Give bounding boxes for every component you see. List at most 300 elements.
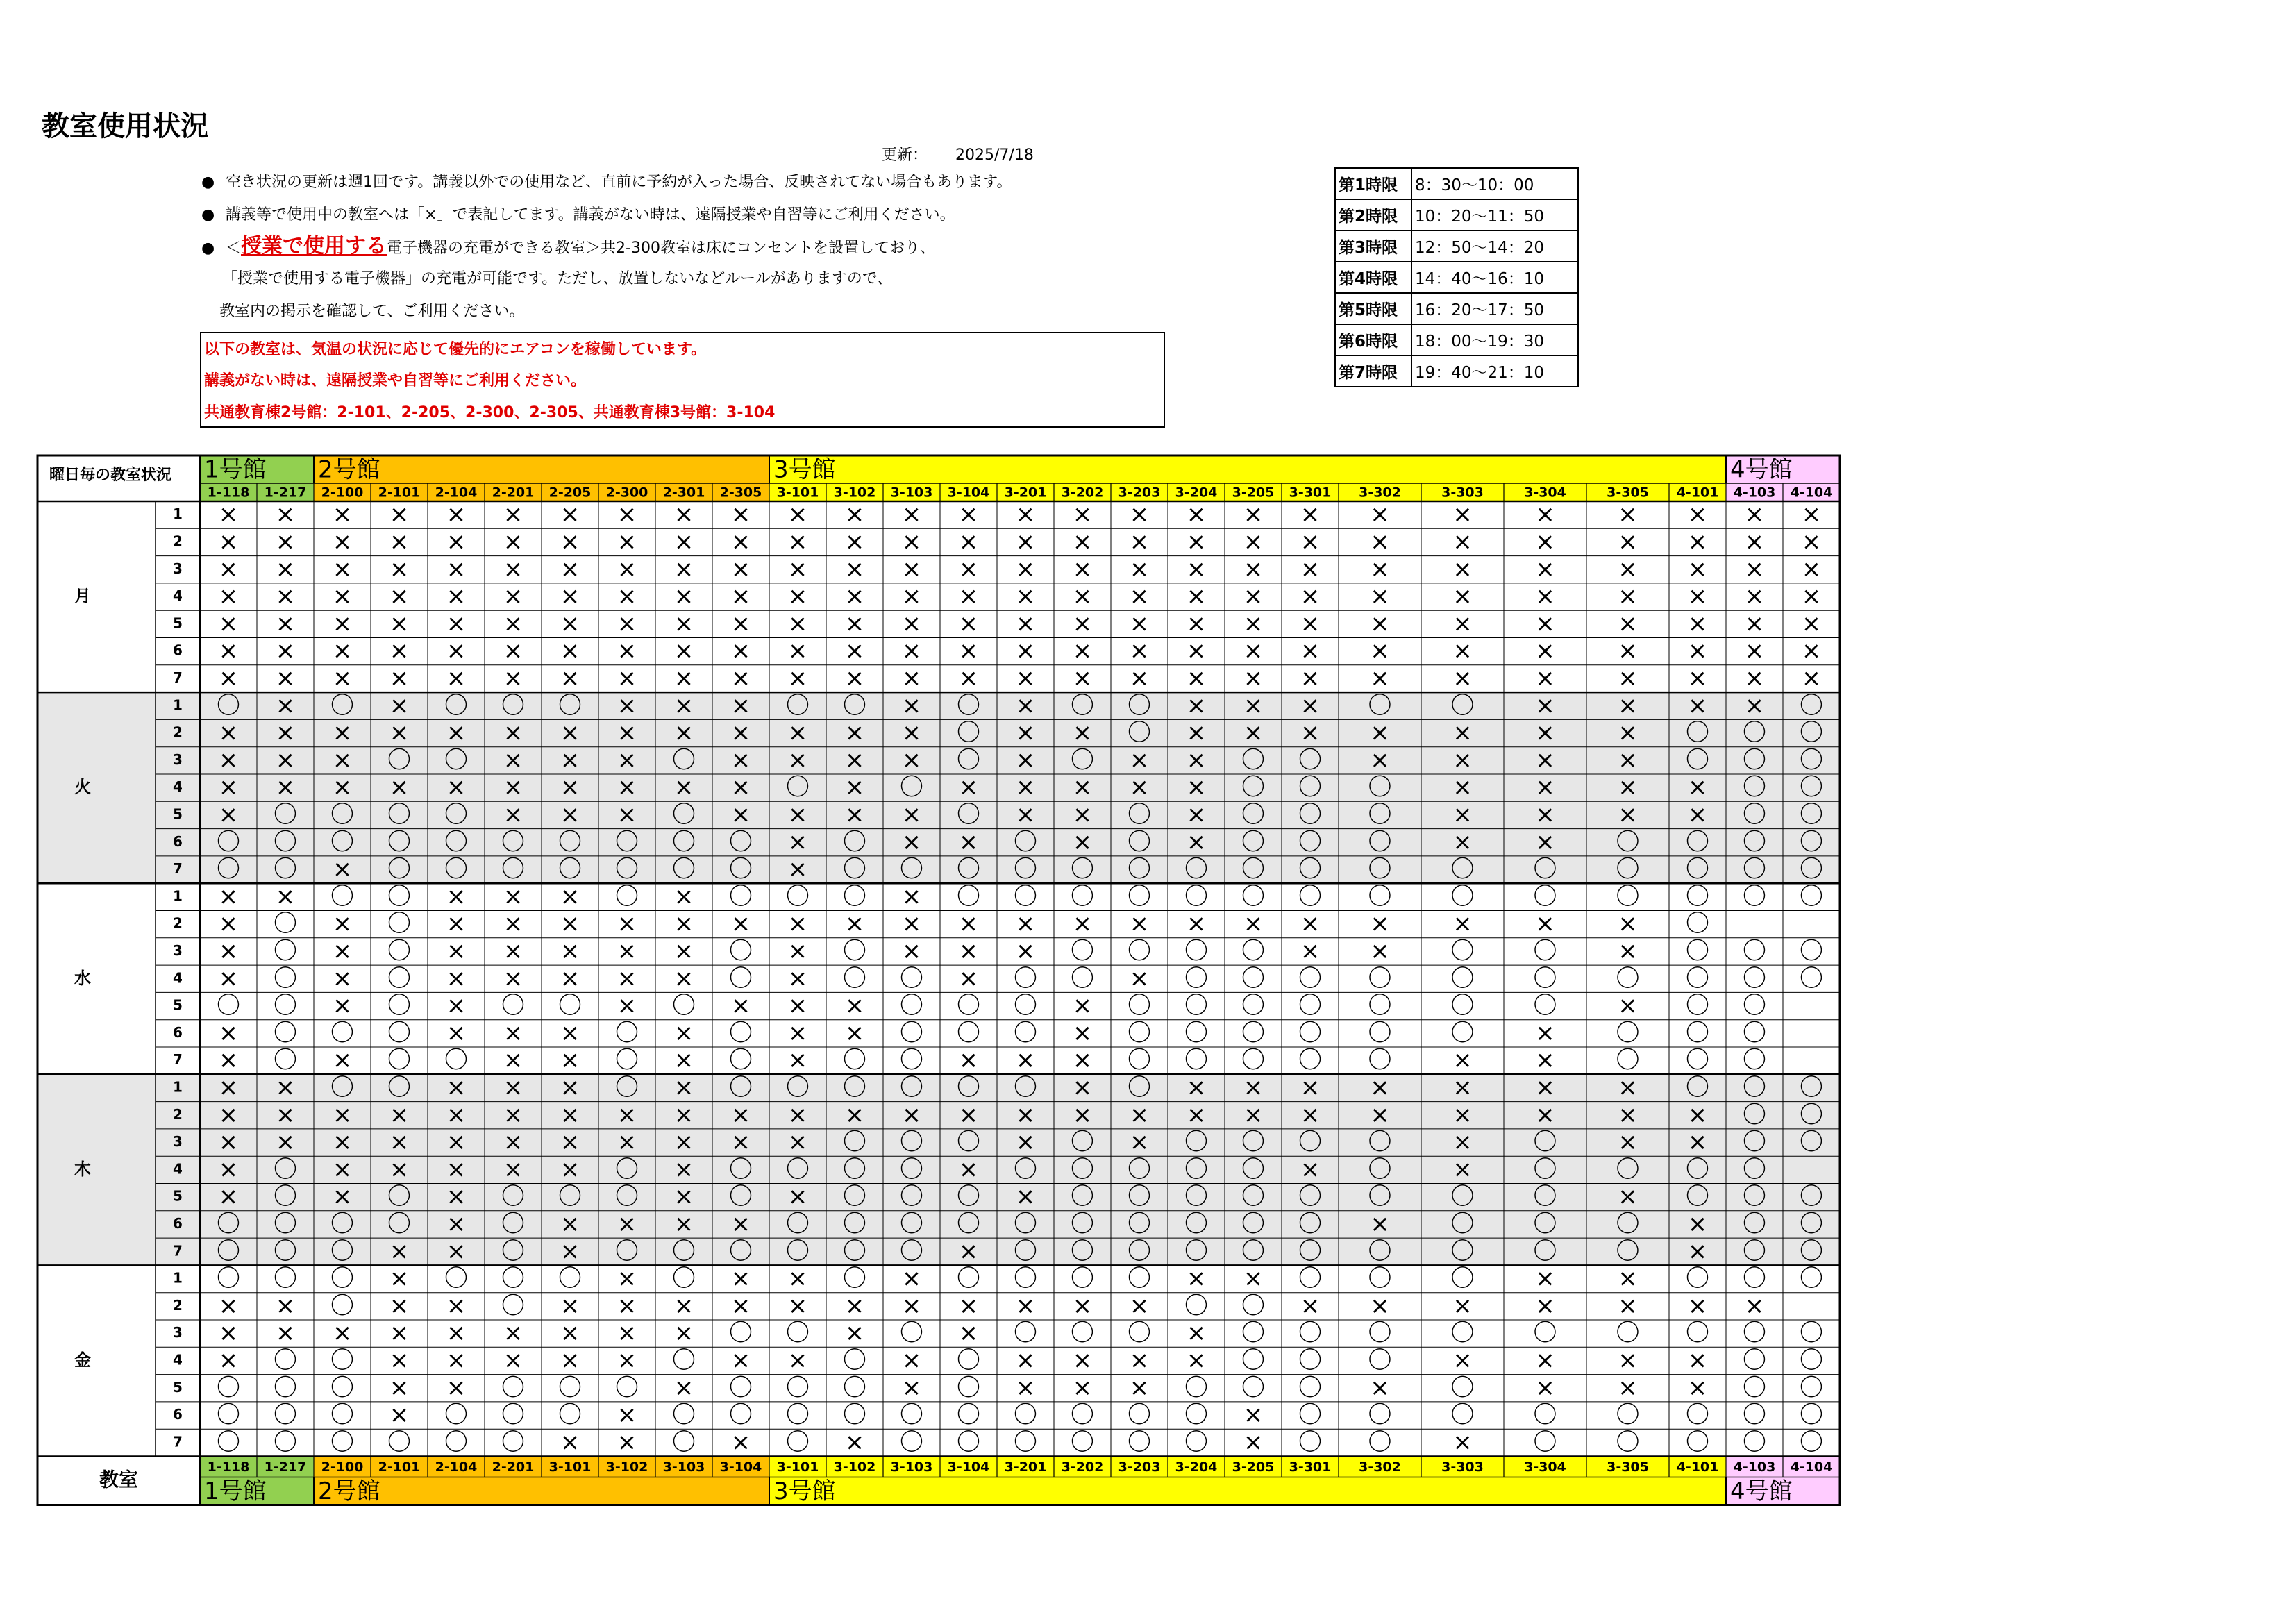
- occupied-mark: ×: [730, 773, 751, 802]
- occupied-mark: ×: [1243, 719, 1264, 747]
- day-label: 月: [74, 586, 91, 606]
- occupied-mark: ×: [503, 1046, 523, 1075]
- available-mark: 〇: [1128, 1073, 1151, 1102]
- occupied-mark: ×: [389, 1128, 410, 1157]
- room-footer-label: 3-202: [1061, 1459, 1104, 1475]
- room-header-label: 3-304: [1524, 485, 1566, 501]
- occupied-mark: ×: [1370, 501, 1390, 529]
- occupied-mark: ×: [1129, 555, 1150, 583]
- occupied-mark: ×: [1801, 528, 1822, 556]
- room-footer-label: 4-103: [1733, 1459, 1776, 1475]
- occupied-mark: ×: [275, 1128, 296, 1157]
- occupied-mark: ×: [730, 1128, 751, 1157]
- available-mark: 〇: [900, 1073, 923, 1102]
- occupied-mark: ×: [901, 501, 922, 529]
- period-number: 7: [173, 1433, 183, 1450]
- occupied-mark: ×: [560, 528, 580, 556]
- occupied-mark: ×: [1801, 610, 1822, 638]
- available-mark: 〇: [1743, 1100, 1766, 1129]
- occupied-mark: ×: [1687, 555, 1708, 583]
- available-mark: 〇: [1616, 1046, 1640, 1075]
- occupied-mark: ×: [1300, 719, 1321, 747]
- room-footer-label: 3-103: [662, 1459, 705, 1475]
- room-header-label: 3-205: [1232, 485, 1275, 501]
- room-header-label: 3-104: [947, 485, 990, 501]
- available-mark: 〇: [1298, 1046, 1322, 1075]
- period-number: 5: [173, 996, 183, 1014]
- period-number: 2: [173, 533, 183, 550]
- available-mark: 〇: [1800, 1128, 1823, 1157]
- occupied-mark: ×: [958, 610, 979, 638]
- note-3-line-2: 「授業で使用する電子機器」の充電が可能です。ただし、放置しないなどルールがありますので、: [222, 270, 893, 287]
- available-mark: 〇: [217, 1428, 240, 1457]
- occupied-mark: ×: [1687, 610, 1708, 638]
- occupied-mark: ×: [1300, 637, 1321, 665]
- occupied-mark: ×: [787, 583, 808, 611]
- occupied-mark: ×: [901, 610, 922, 638]
- occupied-mark: ×: [446, 555, 467, 583]
- occupied-mark: ×: [1015, 637, 1036, 665]
- available-mark: 〇: [1071, 1128, 1094, 1157]
- available-mark: 〇: [1368, 1019, 1392, 1047]
- available-mark: 〇: [501, 855, 525, 884]
- occupied-mark: ×: [1015, 692, 1036, 720]
- occupied-mark: ×: [1300, 1291, 1321, 1320]
- occupied-mark: ×: [1687, 1237, 1708, 1266]
- available-mark: 〇: [501, 1264, 525, 1293]
- occupied-mark: ×: [901, 746, 922, 774]
- period-number: 6: [173, 1023, 183, 1041]
- occupied-mark: ×: [275, 637, 296, 665]
- occupied-mark: ×: [617, 1319, 637, 1348]
- room-footer-label: 3-102: [605, 1459, 648, 1475]
- occupied-mark: ×: [1186, 637, 1207, 665]
- note-1: [201, 172, 1012, 193]
- occupied-mark: ×: [673, 555, 694, 583]
- room-footer-label: 2-201: [492, 1459, 535, 1475]
- available-mark: 〇: [444, 801, 468, 829]
- available-mark: 〇: [1743, 1019, 1766, 1047]
- available-mark: 〇: [558, 1264, 582, 1293]
- occupied-mark: ×: [1535, 1291, 1555, 1320]
- occupied-mark: ×: [446, 664, 467, 692]
- note-3-highlight: 授業で使用する: [241, 234, 387, 258]
- available-mark: 〇: [672, 855, 696, 884]
- available-mark: 〇: [1450, 1182, 1475, 1211]
- occupied-mark: ×: [560, 964, 580, 993]
- occupied-mark: ×: [560, 801, 580, 829]
- occupied-mark: ×: [1015, 1100, 1036, 1129]
- occupied-mark: ×: [503, 528, 523, 556]
- available-mark: 〇: [387, 964, 411, 993]
- available-mark: 〇: [1368, 1182, 1392, 1211]
- available-mark: 〇: [957, 719, 980, 747]
- occupied-mark: ×: [1300, 583, 1321, 611]
- available-mark: 〇: [1241, 1046, 1265, 1075]
- occupied-mark: ×: [1535, 1373, 1555, 1402]
- period-number: 4: [173, 1351, 183, 1368]
- occupied-mark: ×: [1687, 1209, 1708, 1238]
- room-footer-label: 3-302: [1359, 1459, 1401, 1475]
- occupied-mark: ×: [787, 1046, 808, 1075]
- occupied-mark: ×: [446, 1373, 467, 1402]
- available-mark: 〇: [1743, 855, 1766, 884]
- occupied-mark: ×: [901, 555, 922, 583]
- available-mark: 〇: [672, 801, 696, 829]
- occupied-mark: ×: [1015, 528, 1036, 556]
- occupied-mark: ×: [787, 719, 808, 747]
- available-mark: 〇: [501, 1373, 525, 1402]
- available-mark: 〇: [1800, 1100, 1823, 1129]
- occupied-mark: ×: [560, 1128, 580, 1157]
- occupied-mark: ×: [1687, 773, 1708, 802]
- occupied-mark: ×: [901, 801, 922, 829]
- occupied-mark: ×: [1129, 1100, 1150, 1129]
- occupied-mark: ×: [1370, 937, 1390, 965]
- available-mark: 〇: [1616, 1019, 1640, 1047]
- available-mark: 〇: [387, 1182, 411, 1211]
- occupied-mark: ×: [1618, 1264, 1638, 1293]
- available-mark: 〇: [1241, 937, 1265, 965]
- room-header-label: 3-203: [1118, 485, 1161, 501]
- occupied-mark: ×: [503, 610, 523, 638]
- occupied-mark: ×: [1243, 692, 1264, 720]
- occupied-mark: ×: [958, 555, 979, 583]
- occupied-mark: ×: [1687, 501, 1708, 529]
- occupied-mark: ×: [673, 773, 694, 802]
- available-mark: 〇: [1298, 964, 1322, 993]
- period-name: 第3時限: [1335, 231, 1411, 262]
- available-mark: 〇: [1128, 1264, 1151, 1293]
- occupied-mark: ×: [560, 637, 580, 665]
- occupied-mark: ×: [503, 719, 523, 747]
- period-number: 1: [173, 505, 183, 523]
- occupied-mark: ×: [787, 1346, 808, 1375]
- occupied-mark: ×: [1535, 746, 1555, 774]
- available-mark: 〇: [1800, 882, 1823, 911]
- available-mark: 〇: [900, 855, 923, 884]
- occupied-mark: ×: [844, 1291, 865, 1320]
- available-mark: 〇: [615, 1182, 639, 1211]
- occupied-mark: ×: [730, 910, 751, 938]
- available-mark: 〇: [1368, 801, 1392, 829]
- occupied-mark: ×: [1687, 1128, 1708, 1157]
- occupied-mark: ×: [446, 637, 467, 665]
- occupied-mark: ×: [332, 1155, 353, 1184]
- occupied-mark: ×: [1618, 801, 1638, 829]
- available-mark: 〇: [501, 1401, 525, 1430]
- room-footer-label: 2-104: [435, 1459, 478, 1475]
- available-mark: 〇: [672, 1264, 696, 1293]
- occupied-mark: ×: [958, 964, 979, 993]
- occupied-mark: ×: [901, 882, 922, 911]
- occupied-mark: ×: [218, 1291, 239, 1320]
- occupied-mark: ×: [275, 1100, 296, 1129]
- occupied-mark: ×: [389, 637, 410, 665]
- available-mark: 〇: [217, 855, 240, 884]
- available-mark: 〇: [274, 801, 297, 829]
- occupied-mark: ×: [503, 801, 523, 829]
- available-mark: 〇: [1800, 801, 1823, 829]
- available-mark: 〇: [274, 1019, 297, 1047]
- available-mark: 〇: [1616, 828, 1640, 856]
- available-mark: 〇: [729, 964, 753, 993]
- available-mark: 〇: [1743, 1401, 1766, 1430]
- occupied-mark: ×: [958, 828, 979, 856]
- available-mark: 〇: [843, 1264, 866, 1293]
- occupied-mark: ×: [332, 937, 353, 965]
- occupied-mark: ×: [1129, 746, 1150, 774]
- occupied-mark: ×: [389, 664, 410, 692]
- available-mark: 〇: [1368, 1319, 1392, 1348]
- available-mark: 〇: [1128, 937, 1151, 965]
- available-mark: 〇: [1241, 801, 1265, 829]
- available-mark: 〇: [1184, 882, 1208, 911]
- occupied-mark: ×: [617, 719, 637, 747]
- available-mark: 〇: [1743, 991, 1766, 1020]
- occupied-mark: ×: [1452, 910, 1473, 938]
- occupied-mark: ×: [1618, 664, 1638, 692]
- available-mark: 〇: [1298, 882, 1322, 911]
- occupied-mark: ×: [446, 1100, 467, 1129]
- occupied-mark: ×: [1015, 1182, 1036, 1211]
- period-row: [1335, 262, 1578, 293]
- occupied-mark: ×: [673, 637, 694, 665]
- room-status-grid: [36, 454, 1841, 1509]
- available-mark: 〇: [1241, 1182, 1265, 1211]
- occupied-mark: ×: [1535, 664, 1555, 692]
- available-mark: 〇: [729, 1073, 753, 1102]
- occupied-mark: ×: [218, 801, 239, 829]
- occupied-mark: ×: [844, 801, 865, 829]
- occupied-mark: ×: [389, 719, 410, 747]
- available-mark: 〇: [1686, 1019, 1709, 1047]
- available-mark: 〇: [1743, 1128, 1766, 1157]
- occupied-mark: ×: [1452, 1346, 1473, 1375]
- period-number: 1: [173, 696, 183, 714]
- occupied-mark: ×: [1618, 1128, 1638, 1157]
- occupied-mark: ×: [787, 1100, 808, 1129]
- building-header-cell: [769, 455, 1726, 483]
- occupied-mark: ×: [275, 1319, 296, 1348]
- occupied-mark: ×: [503, 583, 523, 611]
- available-mark: 〇: [1128, 1401, 1151, 1430]
- available-mark: 〇: [900, 1182, 923, 1211]
- occupied-mark: ×: [1072, 773, 1093, 802]
- occupied-mark: ×: [1186, 910, 1207, 938]
- occupied-mark: ×: [958, 664, 979, 692]
- occupied-mark: ×: [1072, 637, 1093, 665]
- occupied-mark: ×: [1535, 1073, 1555, 1102]
- available-mark: 〇: [1743, 964, 1766, 993]
- period-number: 4: [173, 778, 183, 796]
- period-number: 6: [173, 642, 183, 659]
- occupied-mark: ×: [958, 910, 979, 938]
- occupied-mark: ×: [1015, 1046, 1036, 1075]
- available-mark: 〇: [1071, 1319, 1094, 1348]
- room-footer-label: 1-217: [264, 1459, 307, 1475]
- room-footer-label: 3-201: [1004, 1459, 1047, 1475]
- available-mark: 〇: [274, 1046, 297, 1075]
- occupied-mark: ×: [787, 1182, 808, 1211]
- occupied-mark: ×: [901, 1291, 922, 1320]
- available-mark: 〇: [1368, 1428, 1392, 1457]
- room-header-label: 3-302: [1359, 485, 1401, 501]
- occupied-mark: ×: [1186, 828, 1207, 856]
- occupied-mark: ×: [901, 1100, 922, 1129]
- available-mark: 〇: [900, 1319, 923, 1348]
- occupied-mark: ×: [503, 637, 523, 665]
- available-mark: 〇: [900, 1209, 923, 1238]
- occupied-mark: ×: [901, 719, 922, 747]
- occupied-mark: ×: [617, 501, 637, 529]
- available-mark: 〇: [1128, 1428, 1151, 1457]
- occupied-mark: ×: [1072, 528, 1093, 556]
- room-footer-label: 3-101: [776, 1459, 819, 1475]
- occupied-mark: ×: [1129, 1291, 1150, 1320]
- occupied-mark: ×: [1744, 501, 1765, 529]
- available-mark: 〇: [786, 1373, 810, 1402]
- available-mark: 〇: [1298, 991, 1322, 1020]
- available-mark: 〇: [615, 1155, 639, 1184]
- available-mark: 〇: [1014, 855, 1037, 884]
- occupied-mark: ×: [1186, 1346, 1207, 1375]
- occupied-mark: ×: [218, 882, 239, 911]
- update-info: [882, 143, 1034, 165]
- available-mark: 〇: [1184, 1291, 1208, 1320]
- available-mark: 〇: [387, 991, 411, 1020]
- occupied-mark: ×: [560, 610, 580, 638]
- occupied-mark: ×: [1129, 1128, 1150, 1157]
- occupied-mark: ×: [503, 501, 523, 529]
- occupied-mark: ×: [218, 555, 239, 583]
- occupied-mark: ×: [730, 528, 751, 556]
- occupied-mark: ×: [503, 882, 523, 911]
- available-mark: 〇: [1184, 1401, 1208, 1430]
- available-mark: 〇: [387, 1073, 411, 1102]
- room-header-label: 3-201: [1004, 485, 1047, 501]
- period-row: [1335, 355, 1578, 387]
- available-mark: 〇: [957, 1209, 980, 1238]
- footer-classroom-label: 教室: [99, 1468, 139, 1491]
- occupied-mark: ×: [1129, 773, 1150, 802]
- occupied-mark: ×: [1618, 937, 1638, 965]
- available-mark: 〇: [1743, 1155, 1766, 1184]
- available-mark: 〇: [1014, 1428, 1037, 1457]
- available-mark: 〇: [274, 1264, 297, 1293]
- occupied-mark: ×: [844, 1428, 865, 1457]
- occupied-mark: ×: [446, 719, 467, 747]
- occupied-mark: ×: [1452, 1428, 1473, 1457]
- occupied-mark: ×: [673, 1373, 694, 1402]
- occupied-mark: ×: [730, 501, 751, 529]
- available-mark: 〇: [843, 855, 866, 884]
- available-mark: 〇: [1184, 1209, 1208, 1238]
- occupied-mark: ×: [617, 1128, 637, 1157]
- occupied-mark: ×: [1015, 1373, 1036, 1402]
- occupied-mark: ×: [730, 664, 751, 692]
- occupied-mark: ×: [1072, 610, 1093, 638]
- occupied-mark: ×: [617, 583, 637, 611]
- available-mark: 〇: [672, 991, 696, 1020]
- room-footer-label: 3-104: [947, 1459, 990, 1475]
- available-mark: 〇: [1241, 964, 1265, 993]
- period-number: 5: [173, 1378, 183, 1396]
- occupied-mark: ×: [1370, 910, 1390, 938]
- period-row: [1335, 199, 1578, 231]
- period-number: 3: [173, 560, 183, 577]
- occupied-mark: ×: [560, 1019, 580, 1047]
- available-mark: 〇: [1184, 855, 1208, 884]
- available-mark: 〇: [1241, 882, 1265, 911]
- available-mark: 〇: [1800, 1319, 1823, 1348]
- occupied-mark: ×: [332, 746, 353, 774]
- occupied-mark: ×: [901, 910, 922, 938]
- occupied-mark: ×: [1744, 555, 1765, 583]
- available-mark: 〇: [387, 801, 411, 829]
- occupied-mark: ×: [560, 882, 580, 911]
- room-footer-label: 3-204: [1175, 1459, 1218, 1475]
- available-mark: 〇: [1128, 882, 1151, 911]
- occupied-mark: ×: [1015, 801, 1036, 829]
- available-mark: 〇: [1071, 1237, 1094, 1266]
- occupied-mark: ×: [1015, 501, 1036, 529]
- available-mark: 〇: [1686, 1264, 1709, 1293]
- available-mark: 〇: [1241, 1291, 1265, 1320]
- occupied-mark: ×: [1129, 528, 1150, 556]
- occupied-mark: ×: [1300, 1073, 1321, 1102]
- available-mark: 〇: [1686, 1073, 1709, 1102]
- room-footer-label: 2-101: [378, 1459, 421, 1475]
- available-mark: 〇: [1128, 828, 1151, 856]
- occupied-mark: ×: [446, 1319, 467, 1348]
- occupied-mark: ×: [218, 528, 239, 556]
- available-mark: 〇: [1616, 1401, 1640, 1430]
- occupied-mark: ×: [218, 1346, 239, 1375]
- occupied-mark: ×: [1243, 637, 1264, 665]
- available-mark: 〇: [1743, 1373, 1766, 1402]
- available-mark: 〇: [1450, 692, 1475, 720]
- available-mark: 〇: [843, 692, 866, 720]
- occupied-mark: ×: [1535, 1346, 1555, 1375]
- available-mark: 〇: [1686, 1046, 1709, 1075]
- occupied-mark: ×: [560, 1319, 580, 1348]
- available-mark: 〇: [1241, 991, 1265, 1020]
- occupied-mark: ×: [1015, 719, 1036, 747]
- occupied-mark: ×: [1129, 610, 1150, 638]
- occupied-mark: ×: [1452, 501, 1473, 529]
- occupied-mark: ×: [1452, 528, 1473, 556]
- occupied-mark: ×: [1370, 555, 1390, 583]
- occupied-mark: ×: [1015, 555, 1036, 583]
- available-mark: 〇: [615, 1237, 639, 1266]
- available-mark: 〇: [1298, 1237, 1322, 1266]
- occupied-mark: ×: [389, 610, 410, 638]
- occupied-mark: ×: [844, 1019, 865, 1047]
- occupied-mark: ×: [1618, 528, 1638, 556]
- period-number: 2: [173, 1105, 183, 1123]
- available-mark: 〇: [444, 1264, 468, 1293]
- available-mark: 〇: [786, 692, 810, 720]
- occupied-mark: ×: [446, 773, 467, 802]
- room-header-label: 3-204: [1175, 485, 1218, 501]
- available-mark: 〇: [786, 1319, 810, 1348]
- available-mark: 〇: [217, 1209, 240, 1238]
- available-mark: 〇: [1800, 1237, 1823, 1266]
- available-mark: 〇: [1368, 882, 1392, 911]
- occupied-mark: ×: [218, 1319, 239, 1348]
- available-mark: 〇: [1533, 1209, 1557, 1238]
